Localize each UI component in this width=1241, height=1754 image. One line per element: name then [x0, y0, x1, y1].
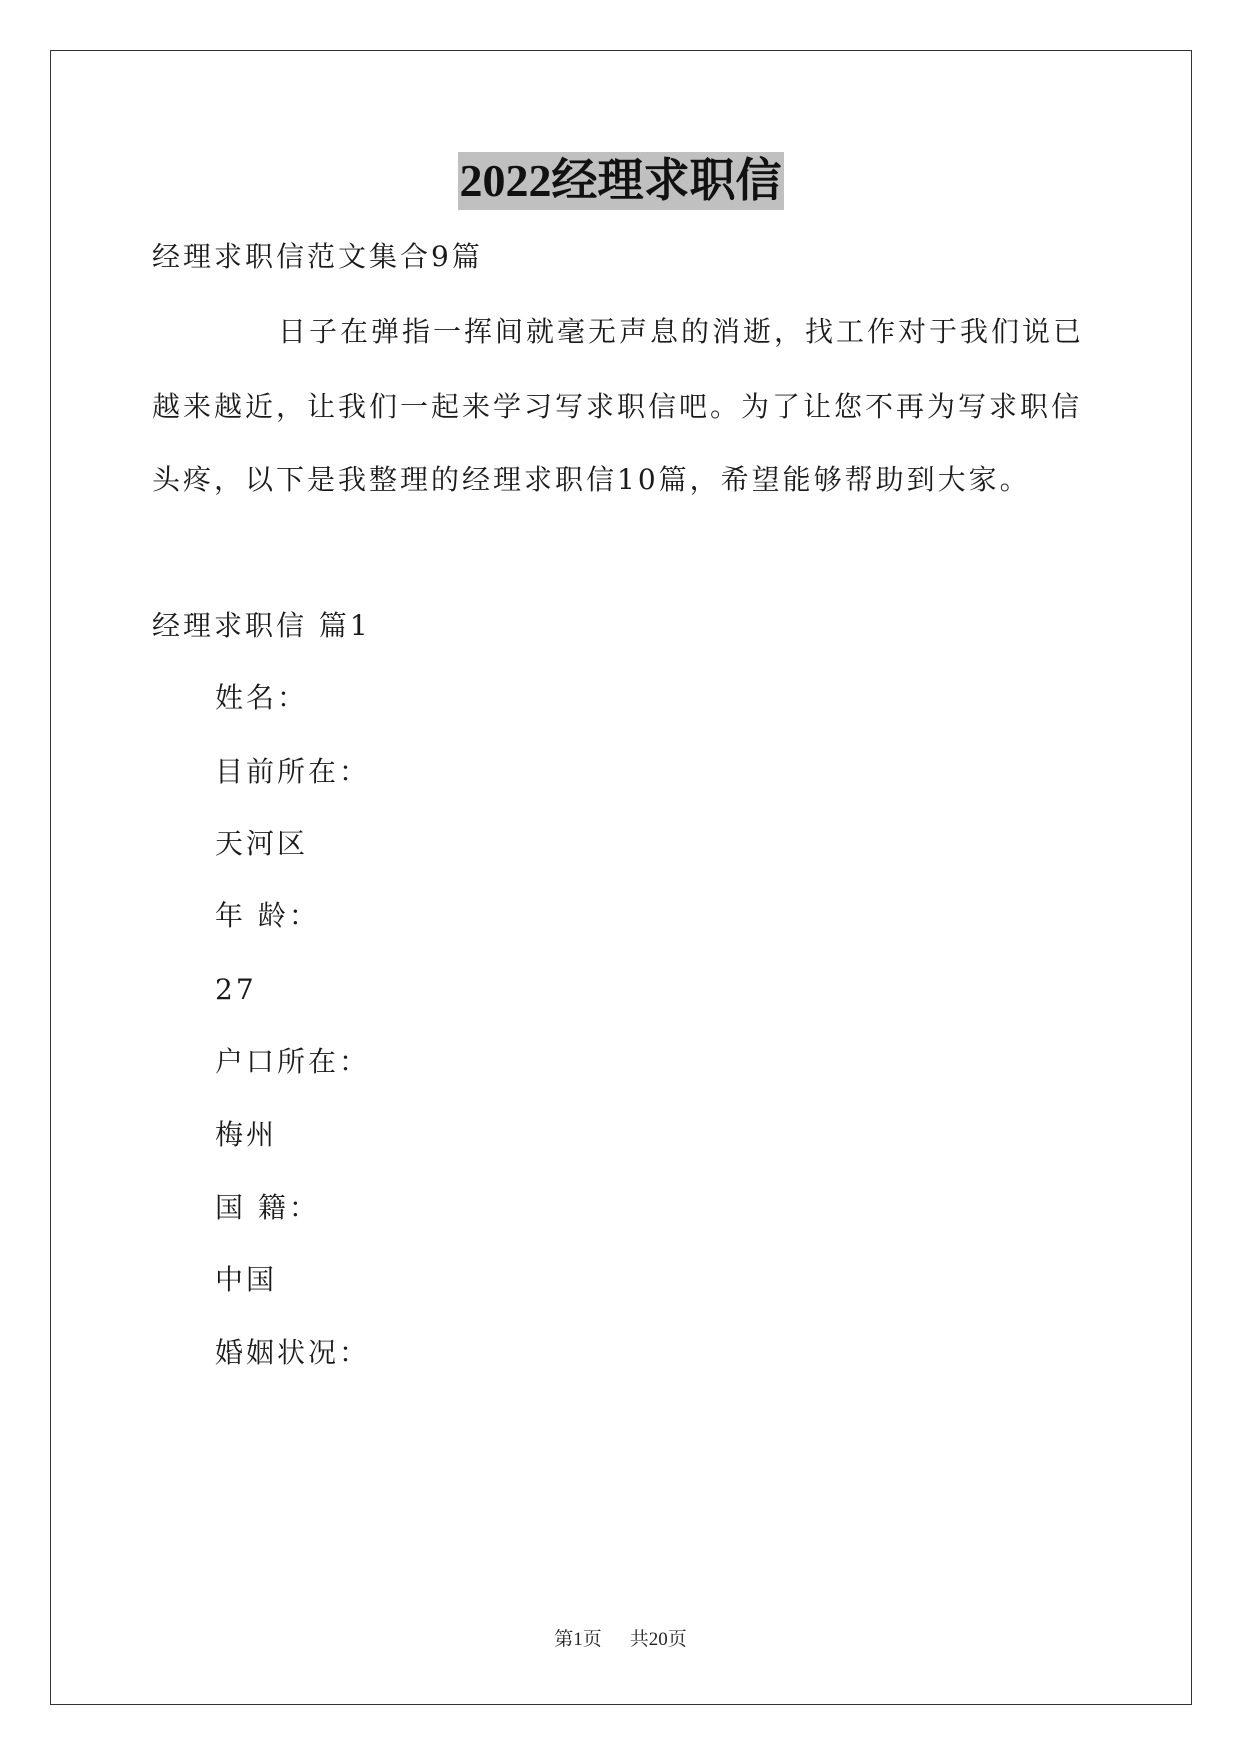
field-nationality-label: 国 籍： [215, 1191, 320, 1224]
title-container [0, 152, 1241, 210]
field-nationality-value: 中国 [215, 1263, 278, 1296]
field-age-value: 27 [215, 973, 257, 1006]
field-marital-label: 婚姻状况： [215, 1336, 371, 1369]
field-location-label: 目前所在： [215, 755, 371, 788]
page-border [50, 50, 1192, 1705]
page-number: 第1页 [554, 1629, 602, 1650]
field-name-label: 姓名： [215, 681, 309, 714]
field-hukou-value: 梅州 [215, 1118, 278, 1151]
field-location-value: 天河区 [215, 827, 309, 860]
section-heading: 经理求职信 篇1 [152, 609, 371, 642]
intro-line-2: 越来越近，让我们一起来学习写求职信吧。为了让您不再为写求职信 [152, 390, 1083, 423]
document-subtitle: 经理求职信范文集合9篇 [152, 240, 483, 273]
page-footer [0, 1628, 1241, 1652]
intro-line-3: 头疼，以下是我整理的经理求职信10篇，希望能够帮助到大家。 [152, 463, 1031, 496]
field-hukou-label: 户口所在： [215, 1045, 371, 1078]
field-age-label: 年 龄： [215, 899, 320, 932]
intro-line-1: 日子在弹指一挥间就毫无声息的消逝，找工作对于我们说已 [278, 315, 1085, 348]
page-total: 共20页 [629, 1629, 687, 1650]
document-title: 2022经理求职信 [458, 152, 784, 210]
